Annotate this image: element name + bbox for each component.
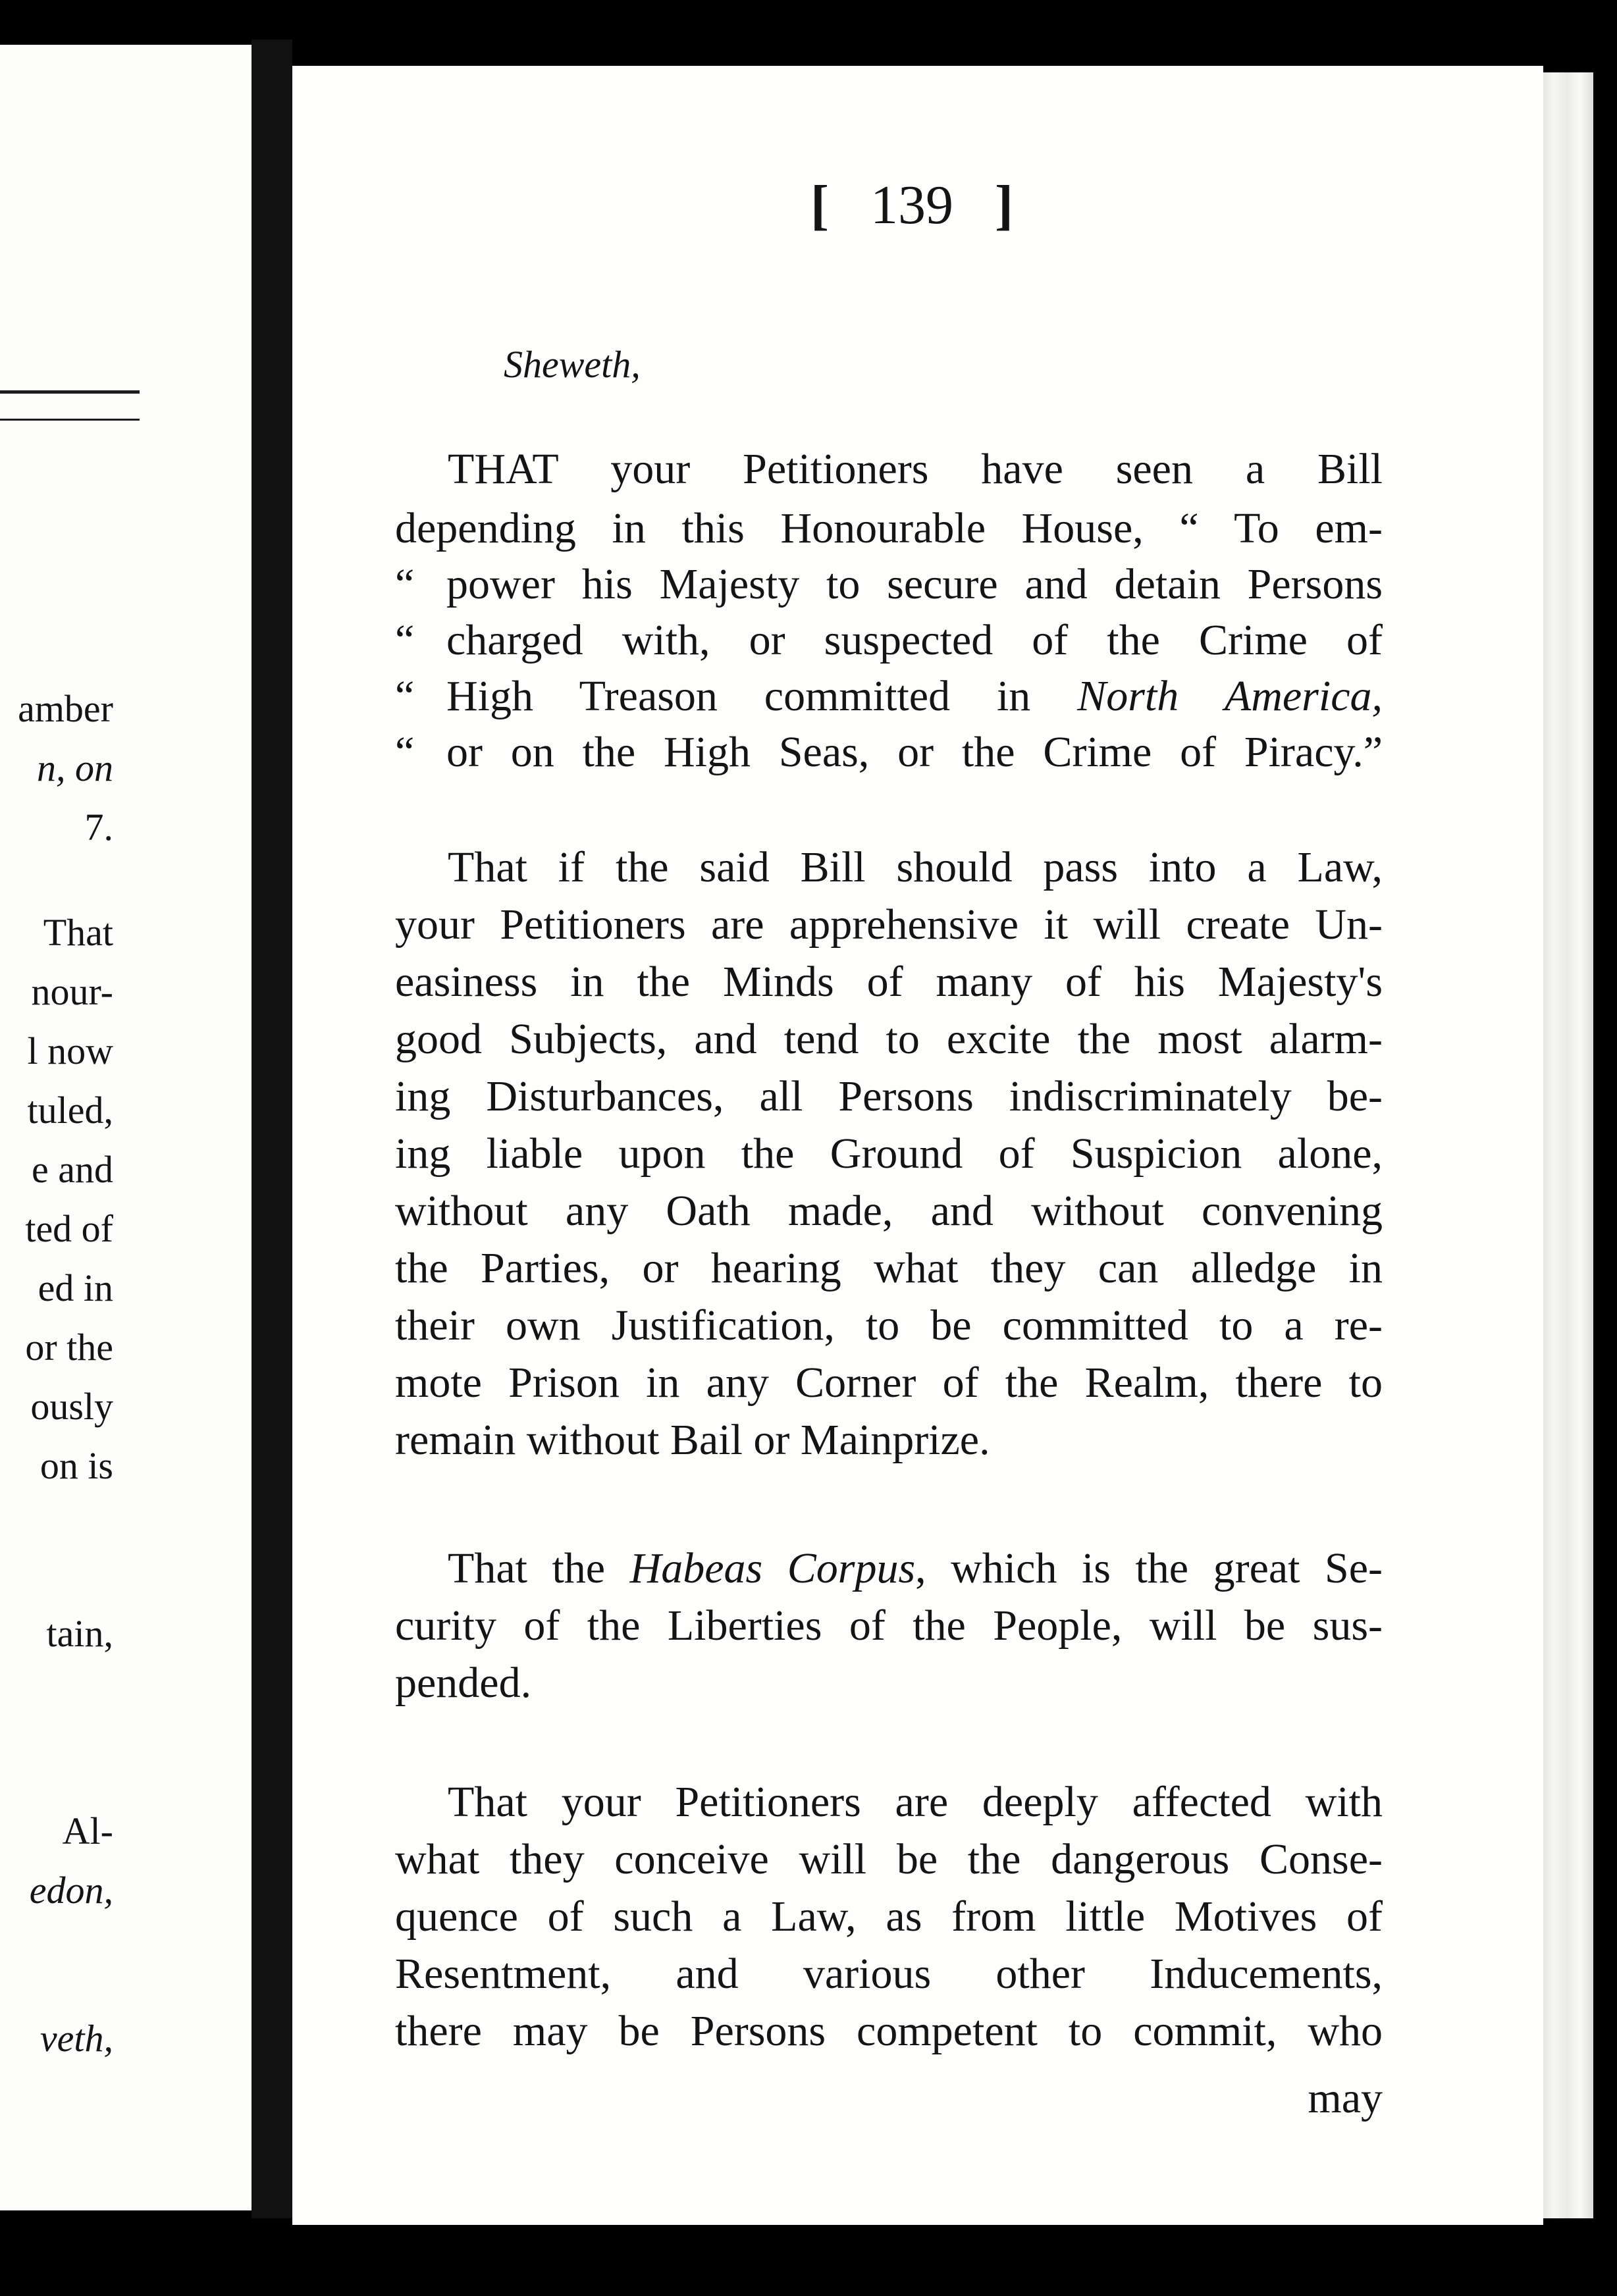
text-line: “ power his Majesty to secure and detain Persons xyxy=(395,560,1383,608)
text-line: Resentment, and various other Inducements, xyxy=(395,1950,1383,1998)
quote-mark: “ xyxy=(395,672,415,720)
previous-page xyxy=(0,45,263,2210)
divider-rule xyxy=(0,390,140,394)
left-line: tain, xyxy=(46,1612,113,1655)
text-line: the Parties, or hearing what they can alledge in xyxy=(395,1244,1383,1292)
left-line: Al- xyxy=(62,1810,113,1852)
text-line: ing liable upon the Ground of Suspicion alone, xyxy=(395,1130,1383,1178)
open-bracket: [ xyxy=(810,174,829,236)
text-line: remain without Bail or Mainprize. xyxy=(395,1416,990,1464)
quote-mark: “ xyxy=(395,616,415,664)
page-edges xyxy=(1541,72,1593,2218)
italic-term: Habeas Corpus xyxy=(629,1544,916,1592)
page-number: 139 xyxy=(870,174,953,236)
left-line: 7. xyxy=(84,806,113,848)
text-line: pended. xyxy=(395,1659,532,1707)
text-line: there may be Persons competent to commit, who xyxy=(395,2007,1383,2055)
catchword: may xyxy=(1308,2074,1383,2122)
salutation: Sheweth, xyxy=(504,343,641,386)
left-line: e and xyxy=(32,1148,113,1191)
left-line: nour- xyxy=(31,970,113,1013)
left-line: ted of xyxy=(25,1207,113,1250)
text-line: without any Oath made, and without convening xyxy=(395,1187,1383,1235)
text-line: what they conceive will be the dangerous Conse- xyxy=(395,1835,1383,1883)
text-line: depending in this Honourable House, “ To em- xyxy=(395,504,1383,552)
left-line: ously xyxy=(30,1385,113,1428)
text-line: their own Justification, to be committed to a re- xyxy=(395,1301,1383,1349)
text-line: That the Habeas Corpus, which is the great Se- xyxy=(448,1544,1383,1592)
left-line: amber xyxy=(18,687,113,730)
text-line: ing Disturbances, all Persons indiscriminately be- xyxy=(395,1072,1383,1120)
text-line: “ charged with, or suspected of the Crime of xyxy=(395,616,1383,664)
left-line: tuled, xyxy=(27,1089,113,1132)
text-line: your Petitioners are apprehensive it will create Un- xyxy=(395,900,1383,949)
close-bracket: ] xyxy=(995,174,1013,236)
left-line: ed in xyxy=(38,1266,113,1309)
left-line: n, on xyxy=(37,746,113,789)
italic-place-name: North America, xyxy=(1077,672,1383,720)
quote-mark: “ xyxy=(395,560,415,608)
page-header xyxy=(780,174,1044,236)
text-line: quence of such a Law, as from little Motives of xyxy=(395,1892,1383,1941)
left-line: That xyxy=(43,911,113,954)
left-line: or the xyxy=(25,1326,113,1369)
divider-rule xyxy=(0,419,140,421)
left-line: l now xyxy=(27,1030,113,1072)
text-line: mote Prison in any Corner of the Realm, there to xyxy=(395,1359,1383,1407)
text-line: “ or on the High Seas, or the Crime of Piracy.” xyxy=(395,728,1383,776)
text-line: good Subjects, and tend to excite the most alarm- xyxy=(395,1015,1383,1063)
text-line: easiness in the Minds of many of his Majesty's xyxy=(395,958,1383,1006)
quote-mark: “ xyxy=(395,728,415,776)
left-line: edon, xyxy=(29,1869,113,1912)
book-gutter xyxy=(252,39,292,2218)
text-line: “ High Treason committed in North America, xyxy=(395,672,1383,720)
text-line: That your Petitioners are deeply affected with xyxy=(448,1778,1383,1826)
text-line: THAT your Petitioners have seen a Bill xyxy=(448,445,1383,493)
left-line: on is xyxy=(40,1444,113,1487)
left-line: veth, xyxy=(40,2017,113,2060)
text-line: That if the said Bill should pass into a Law, xyxy=(448,843,1383,891)
text-line: curity of the Liberties of the People, will be sus- xyxy=(395,1602,1383,1650)
